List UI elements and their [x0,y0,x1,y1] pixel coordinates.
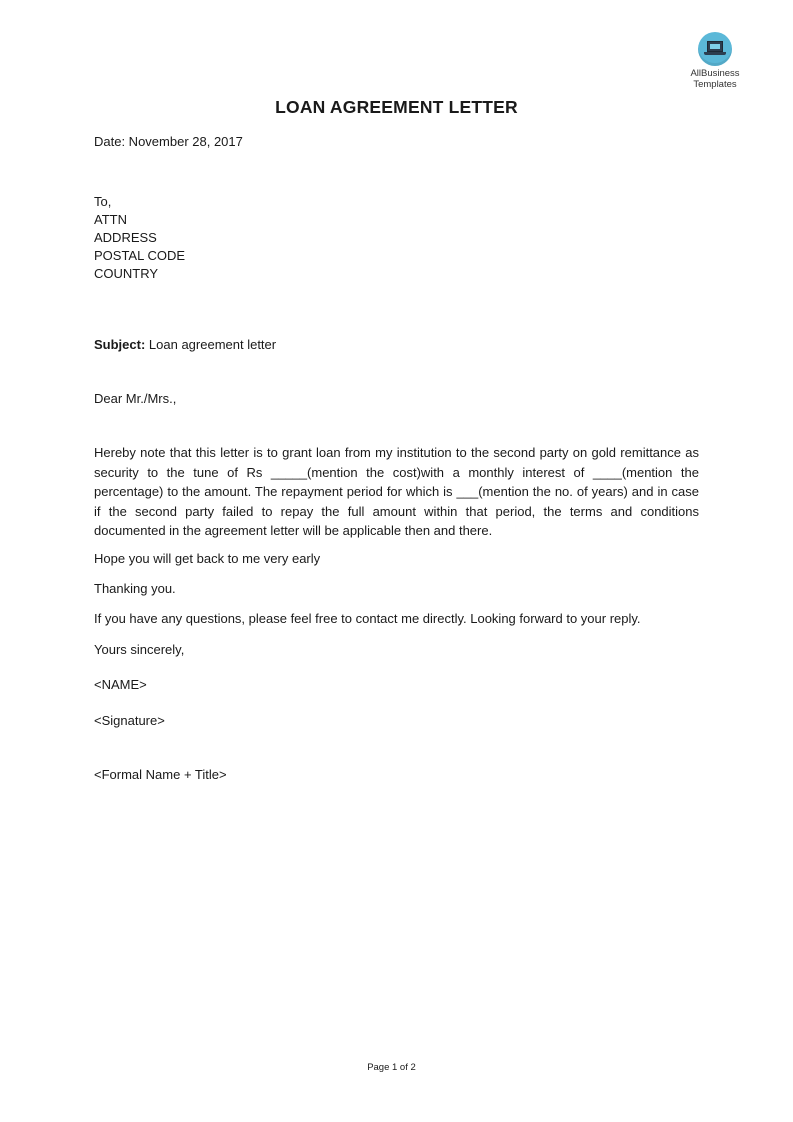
recipient-postal-code: POSTAL CODE [94,248,186,263]
hope-line: Hope you will get back to me very early [94,551,321,566]
subject-label: Subject: [94,337,146,352]
recipient-country: COUNTRY [94,266,159,281]
formal-name-placeholder: <Formal Name + Title> [94,767,227,782]
document-title: LOAN AGREEMENT LETTER [275,97,518,117]
page-indicator: Page 1 of 2 [367,1062,416,1073]
subject-text: Loan agreement letter [145,337,277,352]
date-line: Date: November 28, 2017 [94,134,243,149]
recipient-attn: ATTN [94,212,127,227]
logo-text [680,68,750,90]
name-placeholder: <NAME> [94,677,147,692]
salutation: Dear Mr./Mrs., [94,391,177,406]
questions-line: If you have any questions, please feel free to contact me directly. Looking forward to your reply. [94,611,641,626]
laptop-icon [698,32,732,66]
allbusiness-logo [680,32,750,90]
logo-line-1: AllBusiness [690,68,740,79]
recipient-to: To, [94,194,112,209]
recipient-address: ADDRESS [94,230,157,245]
closing-line: Yours sincerely, [94,642,185,657]
logo-line-2: Templates [693,79,737,90]
signature-placeholder: <Signature> [94,713,165,728]
thanks-line: Thanking you. [94,581,176,596]
subject-line [94,336,276,354]
body-paragraph: Hereby note that this letter is to grant loan from my institution to the second party on gold remittance as security to the tune of Rs _____(mention the cost)with a monthly interest of ____(mention the percentage) to the amount. The repayment period for which is ___(mention the no. of years) and in case if the second party failed to repay the full amount within that period, the terms and conditions documented in the agreement letter will be applicable then and there. [94,445,699,538]
